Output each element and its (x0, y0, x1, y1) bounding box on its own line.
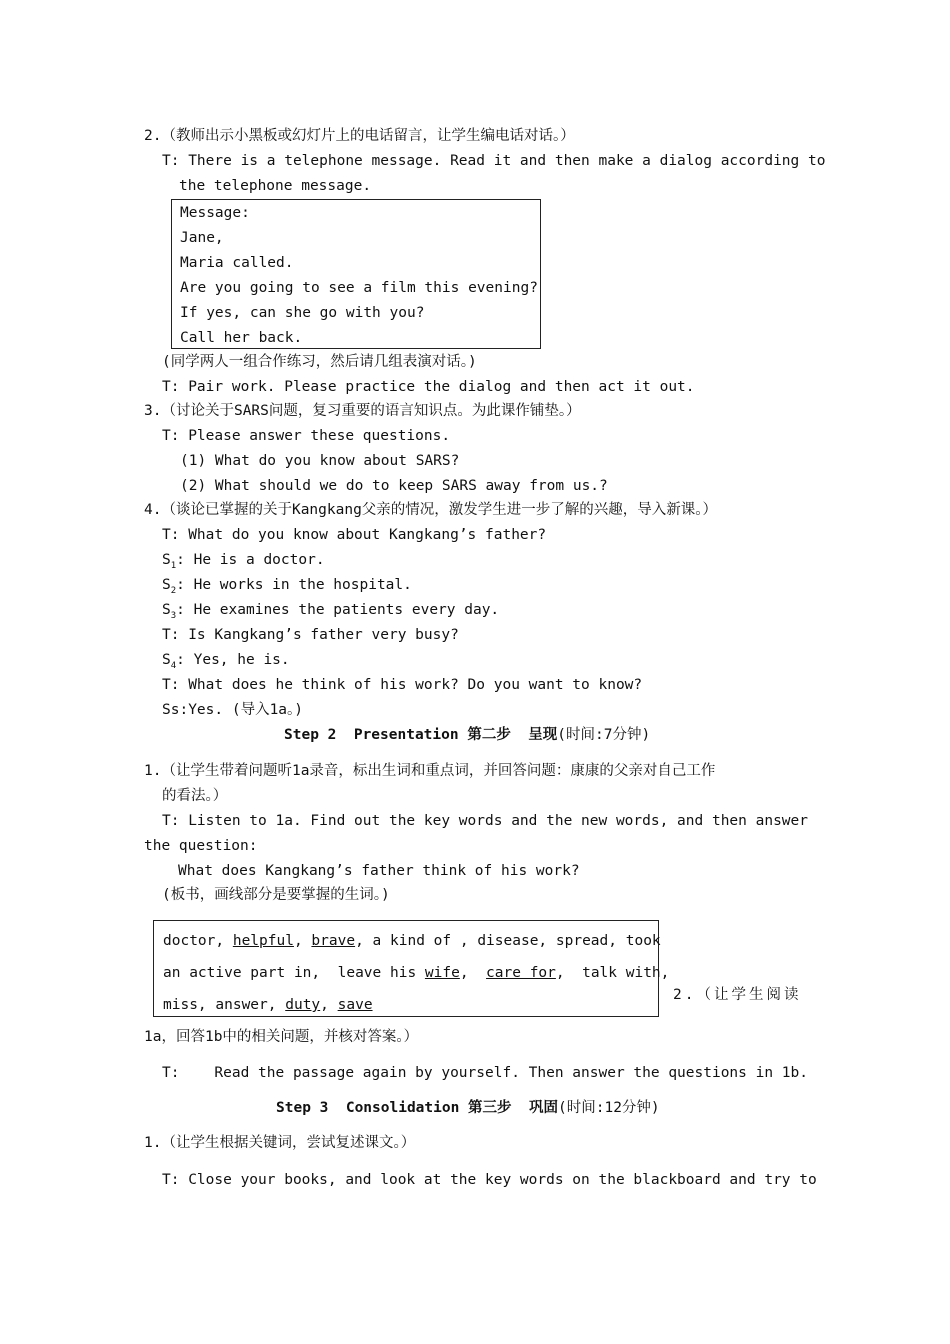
board-word: a kind of , (372, 933, 469, 949)
dialog-text: : Yes, he is. (176, 652, 290, 668)
step2-heading-time: (时间:7分钟) (557, 727, 651, 743)
dialog-text: :Yes. (导入1a。) (179, 702, 304, 718)
step3-item1: 1.（让学生根据关键词，尝试复述课文。） (144, 1135, 416, 1151)
part3-question-2: (2) What should we do to keep SARS away from us.? (180, 478, 608, 494)
board-new-word: care for (486, 965, 556, 981)
board-new-word: duty (285, 997, 321, 1013)
dialog-line (162, 576, 412, 600)
board-new-word: helpful (232, 933, 294, 949)
dialog-line (162, 551, 325, 575)
step2-item2-cont: 1a，回答1b中的相关问题，并核对答案。） (144, 1029, 419, 1045)
pair-work-note: (同学两人一组合作练习，然后请几组表演对话。) (162, 354, 477, 370)
dialog-speaker: S (162, 577, 171, 593)
telephone-message-box (171, 199, 541, 349)
dialog-line (162, 651, 290, 675)
pair-work-teacher-line: T: Pair work. Please practice the dialog and then act it out. (162, 379, 695, 395)
dialog-speaker: S (162, 652, 171, 668)
blackboard-key-words (153, 920, 670, 1017)
dialog-speaker: T (162, 527, 171, 543)
dialog-speaker: Ss (162, 702, 180, 718)
board-word: an active part in, (163, 965, 321, 981)
dialog-speaker-index: 2 (170, 585, 177, 596)
dialog-speaker: T (162, 677, 171, 693)
step2-heading-title: Step 2 Presentation 第二步 呈现 (284, 727, 558, 743)
dialog-text: : He works in the hospital. (176, 577, 412, 593)
step3-heading-title: Step 3 Consolidation 第三步 巩固 (276, 1100, 559, 1116)
board-word: doctor, (163, 933, 225, 949)
step2-heading (284, 726, 650, 744)
step2-item1-line2: 的看法。） (162, 788, 228, 804)
message-line: Maria called. (180, 255, 294, 271)
message-line: Are you going to see a film this evening? (180, 280, 538, 296)
dialog-line (162, 601, 499, 625)
dialog-text: : Is Kangkang’s father very busy? (170, 627, 459, 643)
step2-teacher-line-1: T: Listen to 1a. Find out the key words and the new words, and then answer (162, 813, 809, 829)
board-row-2: an active part in, leave his wife, care for, talk with, (163, 965, 670, 981)
message-line: Call her back. (180, 330, 303, 346)
board-row-3: miss, answer, duty, save (163, 997, 373, 1013)
board-new-word: save (337, 997, 373, 1013)
step3-teacher-line: T: Close your books, and look at the key words on the blackboard and try to (162, 1172, 817, 1188)
part3-intro: 3.（讨论关于SARS问题，复习重要的语言知识点。为此课作铺垫。） (144, 403, 581, 419)
part4-intro: 4.（谈论已掌握的关于Kangkang父亲的情况，激发学生进一步了解的兴趣，导入新课。） (144, 502, 718, 518)
dialog-line (162, 626, 459, 644)
board-word: disease, (477, 933, 548, 949)
board-new-word: wife (424, 965, 460, 981)
part2-intro: 2.（教师出示小黑板或幻灯片上的电话留言，让学生编电话对话。） (144, 128, 575, 144)
dialog-text: : He is a doctor. (176, 552, 325, 568)
board-word: spread, (555, 933, 617, 949)
board-word: talk with, (582, 965, 670, 981)
part2-teacher-line-1: T: There is a telephone message. Read it and then make a dialog according to (162, 153, 826, 169)
dialog-speaker-index: 3 (170, 610, 177, 621)
dialog-speaker-index: 4 (170, 660, 177, 671)
dialog-text: : He examines the patients every day. (176, 602, 500, 618)
dialog-speaker: T (162, 627, 171, 643)
message-line: Message: (180, 205, 250, 221)
board-note: (板书，画线部分是要掌握的生词。) (162, 887, 390, 903)
dialog-speaker: S (162, 602, 171, 618)
board-word: took (625, 933, 661, 949)
step2-item1-line1: 1.（让学生带着问题听1a录音，标出生词和重点词，并回答问题：康康的父亲对自己工作 (144, 763, 716, 779)
step2-item2-teacher: T: Read the passage again by yourself. Then answer the questions in 1b. (162, 1065, 809, 1081)
dialog-line (162, 526, 546, 544)
part3-question-1: (1) What do you know about SARS? (180, 453, 460, 469)
step2-question: What does Kangkang’s father think of his work? (178, 863, 580, 879)
part2-teacher-line-2: the telephone message. (179, 178, 372, 194)
step3-heading-time: (时间:12分钟) (558, 1100, 660, 1116)
board-row-1: doctor, helpful, brave, a kind of , disease, spread, took (163, 933, 661, 949)
step2-item2-start: 2.（让学生阅读 (673, 987, 802, 1003)
step2-teacher-line-2: the question: (144, 838, 258, 854)
step3-heading (276, 1099, 660, 1117)
dialog-line (162, 701, 303, 719)
dialog-speaker-index: 1 (170, 560, 177, 571)
message-line: If yes, can she go with you? (180, 305, 425, 321)
dialog-line (162, 676, 642, 694)
board-word: leave his (337, 965, 417, 981)
board-word: miss, answer, (163, 997, 277, 1013)
dialog-speaker: S (162, 552, 171, 568)
dialog-text: : What does he think of his work? Do you want to know? (170, 677, 643, 693)
board-new-word: brave (311, 933, 356, 949)
part3-teacher-line: T: Please answer these questions. (162, 428, 451, 444)
message-line: Jane, (180, 230, 224, 246)
dialog-text: : What do you know about Kangkang’s father? (170, 527, 547, 543)
